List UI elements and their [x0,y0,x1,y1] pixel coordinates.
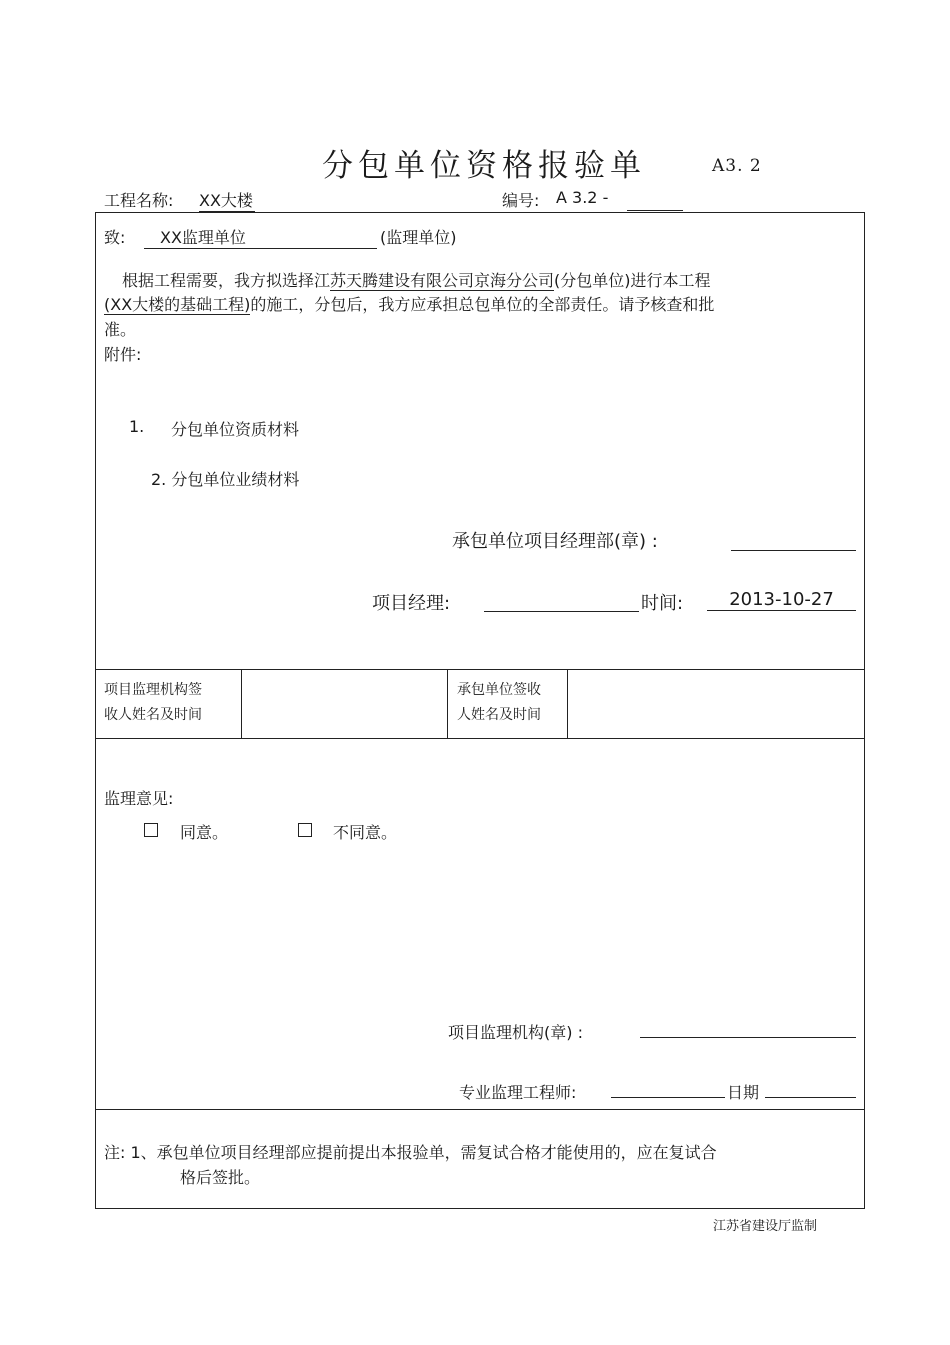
contractor-receipt-field[interactable] [569,671,863,737]
engineer-label: 专业监理工程师: [459,1083,577,1102]
form-number-label: 编号: [502,191,540,210]
project-name-label: 工程名称: [104,191,174,210]
supervisor-receipt-field[interactable] [243,671,445,737]
receipt-col-divider-3 [567,669,568,738]
form-title: 分包单位资格报验单 [322,148,646,184]
body-line-1-pre: 根据工程需要，我方拟选择江 [122,271,331,290]
issuer-footer: 江苏省建设厅监制 [713,1219,818,1234]
opinion-date-label: 日期 [727,1083,760,1102]
attachment-1: 分包单位资质材料 [171,420,300,439]
receipt-col-divider-1 [241,669,242,738]
supervision-org-seal-blank [640,1037,856,1038]
body-line-1-post: (分包单位)进行本工程 [554,271,711,290]
project-manager-blank [484,611,639,612]
note-line-2: 格后签批。 [180,1168,261,1187]
form-code: A3. 2 [712,156,762,176]
contractor-receipt-label [457,678,541,728]
subcontractor-name: 苏天腾建设有限公司京海分公司 [330,271,555,290]
receipt-col-divider-2 [447,669,448,738]
to-supervisor-suffix: (监理单位) [380,228,457,247]
supervisor-receipt-label [104,678,202,728]
to-supervisor-value: XX监理单位 [144,225,377,249]
attachment-2: 2. 分包单位业绩材料 [151,470,300,489]
divider-receipt-top [95,669,865,670]
project-scope: (XX大楼的基础工程) [104,295,251,314]
agree-label: 同意。 [180,823,229,842]
form-number-value: A 3.2 - [556,188,609,207]
project-manager-label: 项目经理: [372,593,451,614]
disagree-label: 不同意。 [333,823,398,842]
supervision-org-seal-label: 项目监理机构(章) : [448,1023,583,1042]
contractor-receipt-label-line-2: 人姓名及时间 [457,707,541,723]
divider-note-top [95,1109,865,1110]
body-line-2 [104,292,714,315]
contractor-receipt-label-line-1: 承包单位签收 [457,682,541,698]
time-label: 时间: [641,593,684,614]
contractor-seal-label: 承包单位项目经理部(章) : [452,531,658,552]
divider-receipt-bottom [95,738,865,739]
engineer-blank [611,1097,725,1098]
supervisor-receipt-label-line-2: 收人姓名及时间 [104,707,202,723]
body-line-1 [122,268,711,291]
body-line-2-post: 的施工，分包后，我方应承担总包单位的全部责任。请予核查和批 [250,295,715,314]
to-label: 致: [104,228,126,247]
attachments-label: 附件: [104,345,142,364]
attachment-1-number: 1. [129,417,145,436]
supervisor-receipt-label-line-1: 项目监理机构签 [104,682,202,698]
form-number-blank [627,210,683,211]
contractor-seal-blank [731,550,856,551]
project-name-value: XX大楼 [199,188,255,212]
note-line-1: 注: 1、承包单位项目经理部应提前提出本报验单，需复试合格才能使用的，应在复试合 [104,1143,717,1162]
opinion-label: 监理意见: [104,789,174,808]
disagree-checkbox[interactable] [298,823,312,837]
body-line-3: 准。 [104,320,137,339]
opinion-date-blank [765,1097,856,1098]
agree-checkbox[interactable] [144,823,158,837]
submission-date: 2013-10-27 [707,589,856,611]
